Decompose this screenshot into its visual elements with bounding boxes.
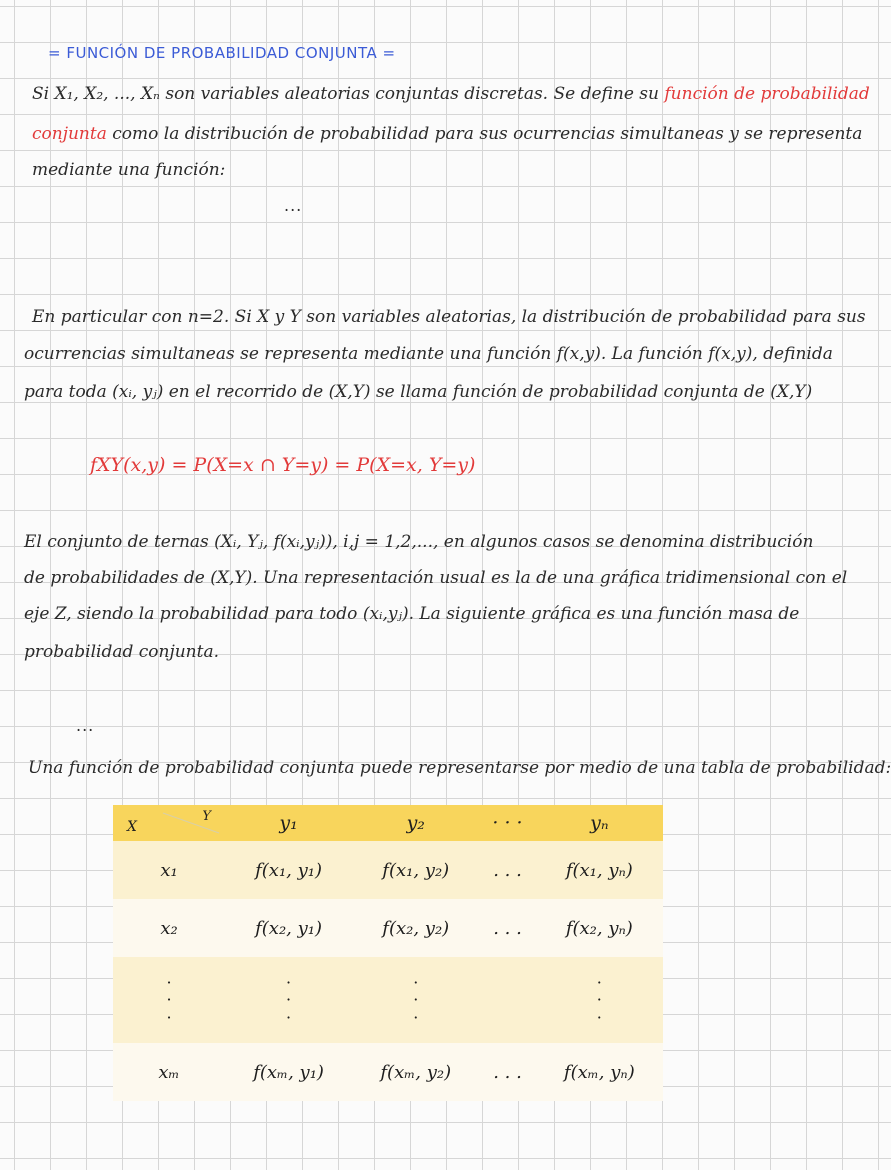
table-cell: . . . xyxy=(493,859,522,881)
table-row xyxy=(113,841,663,899)
row-label: · · · xyxy=(166,972,172,1027)
table-intro: Una función de probabilidad conjunta puede representarse por medio de una tabla de probabilidad: xyxy=(28,758,891,778)
intro-text: Si X₁, X₂, ..., Xₙ son variables aleatorias conjuntas discretas. Se define su xyxy=(32,84,659,104)
para2-line-2: ocurrencias simultaneas se representa mediante una función f(x,y). La función f(x,y), definida xyxy=(24,344,833,364)
table-cell: f(x₂, y₂) xyxy=(382,917,450,939)
probability-table xyxy=(113,805,663,1101)
table-cell: · · · xyxy=(286,972,292,1027)
ellipsis: ... xyxy=(76,716,95,735)
table-cell: f(x₁, yₙ) xyxy=(565,859,633,881)
intro-text: como la distribución de probabilidad para sus ocurrencias simultaneas y se representa xyxy=(112,124,863,144)
column-header: y₁ xyxy=(279,812,298,834)
table-cell xyxy=(479,957,535,1043)
para3-line-4: probabilidad conjunta. xyxy=(24,642,220,662)
row-label: x₁ xyxy=(160,859,178,881)
table-cell: f(x₁, y₁) xyxy=(255,859,323,881)
table-cell: f(x₂, y₁) xyxy=(255,917,323,939)
table-cell: . . . xyxy=(493,917,522,939)
corner-x-label: X xyxy=(127,819,137,835)
column-header: y₂ xyxy=(406,812,425,834)
intro-line-2 xyxy=(32,124,862,144)
para3-line-1: El conjunto de ternas (Xᵢ, Yⱼ, f(xᵢ,yⱼ)), i,j = 1,2,..., en algunos casos se denomina distribución xyxy=(24,532,814,552)
corner-y-label: Y xyxy=(202,809,211,824)
table-corner xyxy=(113,805,225,841)
table-cell: · · · xyxy=(413,972,419,1027)
para2-line-3: para toda (xᵢ, yⱼ) en el recorrido de (X,Y) se llama función de probabilidad conjunta de (X,Y) xyxy=(24,382,813,402)
page-title: = FUNCIÓN DE PROBABILIDAD CONJUNTA = xyxy=(48,44,396,62)
intro-line-1 xyxy=(32,84,870,104)
table-header-row xyxy=(113,805,663,841)
highlight-term: función de probabilidad xyxy=(664,84,870,104)
table-row xyxy=(113,1043,663,1101)
para3-line-3: eje Z, siendo la probabilidad para todo (xᵢ,yⱼ). La siguiente gráfica es una función masa de xyxy=(24,604,800,624)
para3-line-2: de probabilidades de (X,Y). Una representación usual es la de una gráfica tridimensional con el xyxy=(24,568,848,588)
intro-line-3: mediante una función: xyxy=(32,160,226,180)
row-label: x₂ xyxy=(160,917,178,939)
table-cell: · · · xyxy=(596,972,602,1027)
joint-formula: fXY(x,y) = P(X=x ∩ Y=y) = P(X=x, Y=y) xyxy=(90,454,476,476)
column-header: · · · xyxy=(492,812,523,834)
table-cell: f(x₂, yₙ) xyxy=(565,917,633,939)
table-cell: f(xₘ, yₙ) xyxy=(563,1061,635,1083)
diagonal-divider-icon xyxy=(163,811,223,839)
row-label: xₘ xyxy=(158,1061,180,1083)
table-cell: f(xₘ, y₁) xyxy=(253,1061,324,1083)
highlight-term: conjunta xyxy=(32,124,107,144)
table-cell: f(x₁, y₂) xyxy=(382,859,450,881)
ellipsis: ... xyxy=(284,196,303,215)
column-header: yₙ xyxy=(590,812,609,834)
table-row xyxy=(113,899,663,957)
table-row xyxy=(113,957,663,1043)
table-cell: . . . xyxy=(493,1061,522,1083)
table-cell: f(xₘ, y₂) xyxy=(380,1061,452,1083)
para2-line-1: En particular con n=2. Si X y Y son variables aleatorias, la distribución de probabilidad para sus xyxy=(32,307,866,327)
